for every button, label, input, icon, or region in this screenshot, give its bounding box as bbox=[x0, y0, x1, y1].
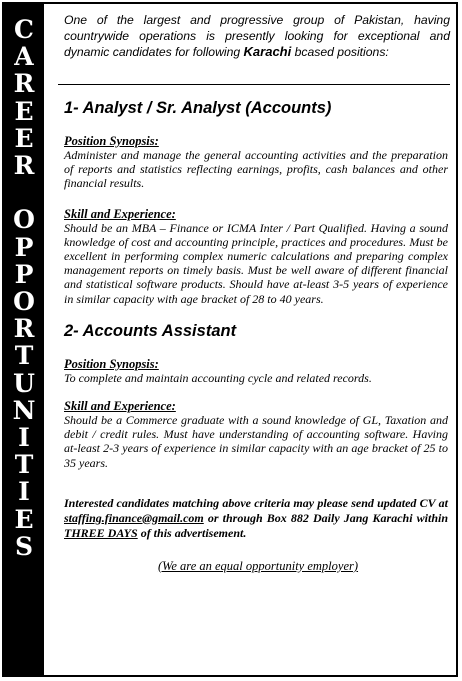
sidebar-letter: R bbox=[13, 151, 35, 181]
closing-part3: of this advertisement. bbox=[140, 525, 247, 540]
sidebar-letter: R bbox=[13, 314, 35, 344]
position-2-skills: Should be a Commerce graduate with a sound knowledge of GL, Taxation and debit / credit rules. Must have understanding of accounting software. Having at-least 2-3 years of experience in similar capacity with an age bracket of 25 to 35 years. bbox=[64, 413, 448, 470]
sidebar-letter: I bbox=[18, 477, 30, 507]
position-2-synopsis-label: Position Synopsis: bbox=[64, 356, 159, 371]
sidebar-letter: O bbox=[13, 205, 35, 235]
sidebar-letter: E bbox=[14, 96, 34, 126]
sidebar-letter: R bbox=[13, 69, 35, 99]
deadline-days: THREE DAYS bbox=[64, 525, 138, 540]
divider bbox=[58, 84, 450, 85]
position-1-title: 1- Analyst / Sr. Analyst (Accounts) bbox=[64, 99, 332, 117]
sidebar-letter: T bbox=[14, 341, 34, 371]
closing-part1: Interested candidates matching above criteria may please send updated CV at bbox=[64, 495, 448, 510]
sidebar-letter: I bbox=[18, 423, 30, 453]
sidebar-letter: T bbox=[14, 450, 34, 480]
position-1-synopsis-label: Position Synopsis: bbox=[64, 134, 159, 148]
sidebar-letter: U bbox=[13, 368, 35, 398]
position-2-skills-label: Skill and Experience: bbox=[64, 399, 176, 414]
career-opportunities-sidebar bbox=[4, 4, 44, 675]
job-advertisement bbox=[2, 2, 458, 677]
email-link[interactable]: staffing.finance@gmail.com bbox=[64, 510, 204, 525]
sidebar-letter: C bbox=[14, 15, 34, 44]
position-1-synopsis: Administer and manage the general accounting activities and the preparation of reports and statistics reflecting earnings, profits, cash balances and other financial results. bbox=[64, 148, 448, 191]
intro-text: One of the largest and progressive group of Pakistan, having countrywide operations is presently looking for exceptional and dynamic candidates for following bbox=[64, 13, 450, 59]
sidebar-letter: E bbox=[14, 123, 34, 153]
sidebar-letter: P bbox=[14, 232, 34, 262]
sidebar-gap bbox=[4, 179, 44, 206]
position-1-skills: Should be an MBA – Finance or ICMA Inter / Part Qualified. Having a sound knowledge of cost and accounting principle, practices and procedures. Must be excellent in performing complex numeric calculations and preparing complex management reports on timely basis. Must be well aware of different financial and statistical software products. Should have at-least 3-5 years of experience in similar capacity with age bracket of 28 to 40 years. bbox=[64, 220, 448, 306]
sidebar-letter: S bbox=[14, 531, 34, 561]
application-instructions bbox=[64, 496, 452, 541]
sidebar-letter: N bbox=[12, 395, 36, 425]
intro-city: Karachi bbox=[243, 44, 292, 59]
position-2-title: 2- Accounts Assistant bbox=[64, 321, 237, 340]
sidebar-letter: O bbox=[13, 287, 35, 317]
sidebar-letter: E bbox=[14, 504, 34, 534]
intro-paragraph bbox=[64, 12, 452, 60]
sidebar-letter: A bbox=[14, 42, 34, 72]
sidebar-letter: P bbox=[14, 259, 34, 289]
position-2-synopsis: To complete and maintain accounting cycle and related records. bbox=[64, 370, 372, 385]
position-1-skills-label: Skill and Experience: bbox=[64, 206, 176, 221]
closing-part2: or through Box 882 Daily Jang Karachi within bbox=[207, 510, 448, 525]
ad-content bbox=[54, 8, 452, 574]
intro-suffix: bcased positions: bbox=[294, 45, 389, 59]
equal-opportunity-note: (We are an equal opportunity employer) bbox=[157, 558, 359, 573]
